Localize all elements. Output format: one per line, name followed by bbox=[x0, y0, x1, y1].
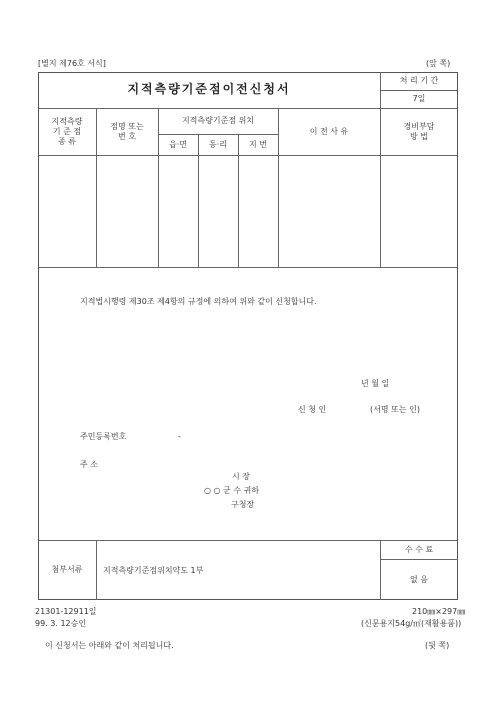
column-location: 지적측량기준점 위치 bbox=[181, 116, 255, 125]
processing-period-label: 처 리 기 간 bbox=[399, 76, 439, 85]
fee-label: 수 수 료 bbox=[404, 544, 434, 554]
resident-number-label: 주민등록번호 bbox=[80, 432, 127, 441]
attachments-label: 첨부서류 bbox=[51, 565, 83, 574]
column-dong-ri: 동·리 bbox=[209, 139, 227, 149]
recipient-governor: ○ ○ 군 수 귀하 bbox=[204, 486, 260, 495]
signature-label: (서명 또는 인) bbox=[370, 405, 420, 414]
form-code: 21301-12911일 bbox=[35, 607, 97, 616]
paper-size: 210㎜×297㎜ bbox=[412, 607, 466, 616]
date-line: 년 월 일 bbox=[361, 379, 390, 388]
resident-number-dash: - bbox=[178, 432, 181, 441]
column-cost-method: 경비부담 방 법 bbox=[403, 121, 435, 141]
processing-note: 이 신청서는 아래와 같이 처리됩니다. bbox=[45, 641, 174, 650]
recipient-mayor: 시 장 bbox=[232, 472, 250, 481]
form-number: [별지 제76호 서식] bbox=[38, 59, 106, 68]
processing-period-value: 7일 bbox=[412, 94, 426, 103]
column-benchmark-type: 지적측량 기 준 점 종 류 bbox=[51, 116, 83, 146]
form-title: 지적측량기준점이전신청서 bbox=[127, 81, 291, 96]
column-eup-myeon: 읍·면 bbox=[169, 139, 187, 149]
application-statement: 지적법시행령 제30조 제4항의 규정에 의하여 위와 같이 신청합니다. bbox=[80, 297, 317, 306]
approval-date: 99. 3. 12승인 bbox=[35, 619, 87, 628]
recipient-district-head: 구청장 bbox=[231, 500, 255, 509]
column-point-name: 점명 또는 번 호 bbox=[110, 121, 144, 141]
front-side-label: (앞 쪽) bbox=[426, 59, 451, 68]
address-label: 주 소 bbox=[80, 460, 98, 469]
paper-type: (신문용지54g/㎡(재활용품)) bbox=[361, 619, 462, 628]
column-jibun: 지 번 bbox=[249, 139, 267, 149]
attachments-value: 지적측량기준점위치약도 1부 bbox=[103, 566, 204, 575]
back-side-label: (뒷 쪽) bbox=[425, 641, 450, 650]
column-relocation-reason: 이 전 사 유 bbox=[309, 126, 349, 136]
applicant-label: 신 청 인 bbox=[298, 405, 327, 414]
fee-value: 없 음 bbox=[410, 574, 428, 584]
